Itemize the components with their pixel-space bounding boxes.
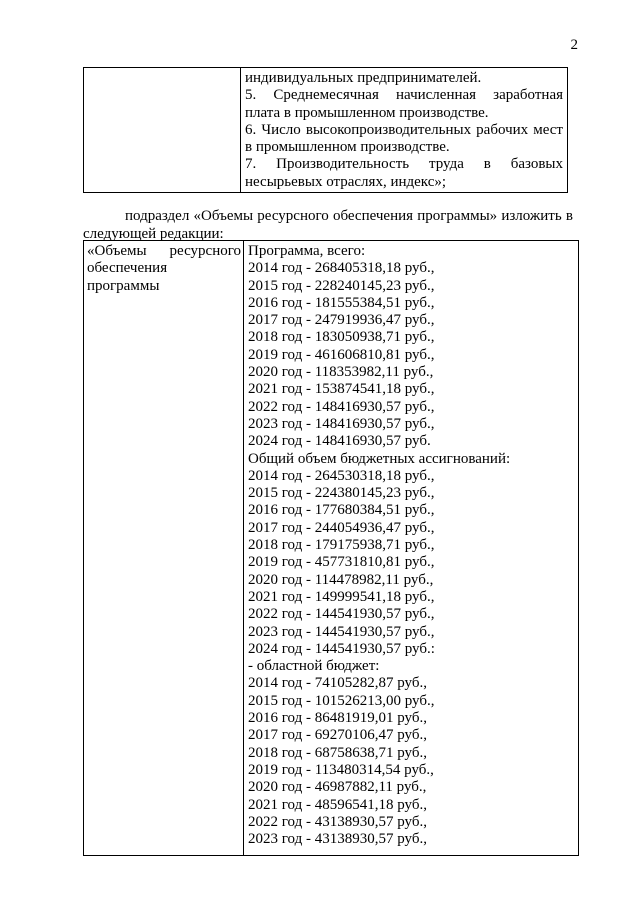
resource-label-line: «Объемы ресурсного — [87, 243, 241, 259]
table-row — [84, 68, 568, 193]
indicator-line: плата в промышленном производстве. — [245, 104, 489, 121]
funding-line: 2021 год - 48596541,18 руб., — [248, 796, 427, 813]
indicator-line: несырьевых отраслях, индекс»; — [245, 173, 447, 190]
funding-line: - областной бюджет: — [248, 658, 380, 675]
indicator-line: в промышленном производстве. — [245, 139, 450, 156]
funding-line: 2015 год - 228240145,23 руб., — [248, 277, 435, 294]
body-paragraph — [83, 208, 573, 243]
indicator-line: 7. Производительность труда в базовых — [245, 156, 563, 173]
funding-line: 2018 год - 179175938,71 руб., — [248, 537, 435, 554]
funding-line: Общий объем бюджетных ассигнований: — [248, 450, 511, 467]
funding-line: 2019 год - 457731810,81 руб., — [248, 554, 435, 571]
funding-line: 2020 год - 114478982,11 руб., — [248, 571, 434, 588]
funding-line: 2020 год - 118353982,11 руб., — [248, 364, 434, 381]
funding-line: 2023 год - 144541930,57 руб., — [248, 623, 435, 640]
resource-provision-table — [83, 240, 579, 856]
funding-line: 2021 год - 149999541,18 руб., — [248, 588, 435, 605]
funding-line: 2017 год - 69270106,47 руб., — [248, 727, 427, 744]
funding-line: 2022 год - 43138930,57 руб., — [248, 813, 427, 830]
indicator-line: индивидуальных предпринимателей. — [245, 70, 482, 86]
resource-label-line: обеспечения — [87, 260, 168, 277]
funding-line: 2016 год - 86481919,01 руб., — [248, 710, 427, 727]
table-cell-empty — [84, 68, 241, 193]
indicators-table-continuation — [83, 67, 568, 193]
indicators-cell — [241, 68, 568, 193]
funding-line: 2022 год - 144541930,57 руб., — [248, 606, 435, 623]
funding-line: 2023 год - 148416930,57 руб., — [248, 415, 435, 432]
funding-line: 2014 год - 268405318,18 руб., — [248, 260, 435, 277]
indicator-line: 5. Среднемесячная начисленная заработная — [245, 87, 563, 104]
funding-line: 2018 год - 68758638,71 руб., — [248, 744, 427, 761]
funding-line: Программа, всего: — [248, 243, 366, 259]
funding-line: 2014 год - 264530318,18 руб., — [248, 467, 435, 484]
funding-line: 2019 год - 461606810,81 руб., — [248, 346, 435, 363]
funding-line: 2017 год - 244054936,47 руб., — [248, 519, 435, 536]
funding-line: 2019 год - 113480314,54 руб., — [248, 761, 434, 778]
funding-line: 2018 год - 183050938,71 руб., — [248, 329, 435, 346]
funding-line: 2014 год - 74105282,87 руб., — [248, 675, 427, 692]
funding-line: 2024 год - 144541930,57 руб.: — [248, 640, 435, 657]
funding-line: 2016 год - 181555384,51 руб., — [248, 294, 435, 311]
funding-line: 2022 год - 148416930,57 руб., — [248, 398, 435, 415]
page-number: 2 — [570, 37, 578, 53]
resource-values-cell — [244, 241, 579, 856]
funding-line: 2016 год - 177680384,51 руб., — [248, 502, 435, 519]
funding-line: 2015 год - 101526213,00 руб., — [248, 692, 435, 709]
funding-line: 2024 год - 148416930,57 руб. — [248, 433, 431, 450]
table-row — [84, 241, 579, 856]
paragraph-text: подраздел «Объемы ресурсного обеспечения программы» изложить в следующей редакции: — [83, 208, 573, 242]
funding-line: 2015 год - 224380145,23 руб., — [248, 485, 435, 502]
resource-label-cell — [84, 241, 244, 856]
funding-line: 2023 год - 43138930,57 руб., — [248, 831, 427, 848]
resource-label-line: программы — [87, 277, 160, 294]
funding-line: 2021 год - 153874541,18 руб., — [248, 381, 435, 398]
funding-line: 2017 год - 247919936,47 руб., — [248, 312, 435, 329]
indicator-line: 6. Число высокопроизводительных рабочих мест — [245, 121, 563, 138]
funding-line: 2020 год - 46987882,11 руб., — [248, 779, 427, 796]
